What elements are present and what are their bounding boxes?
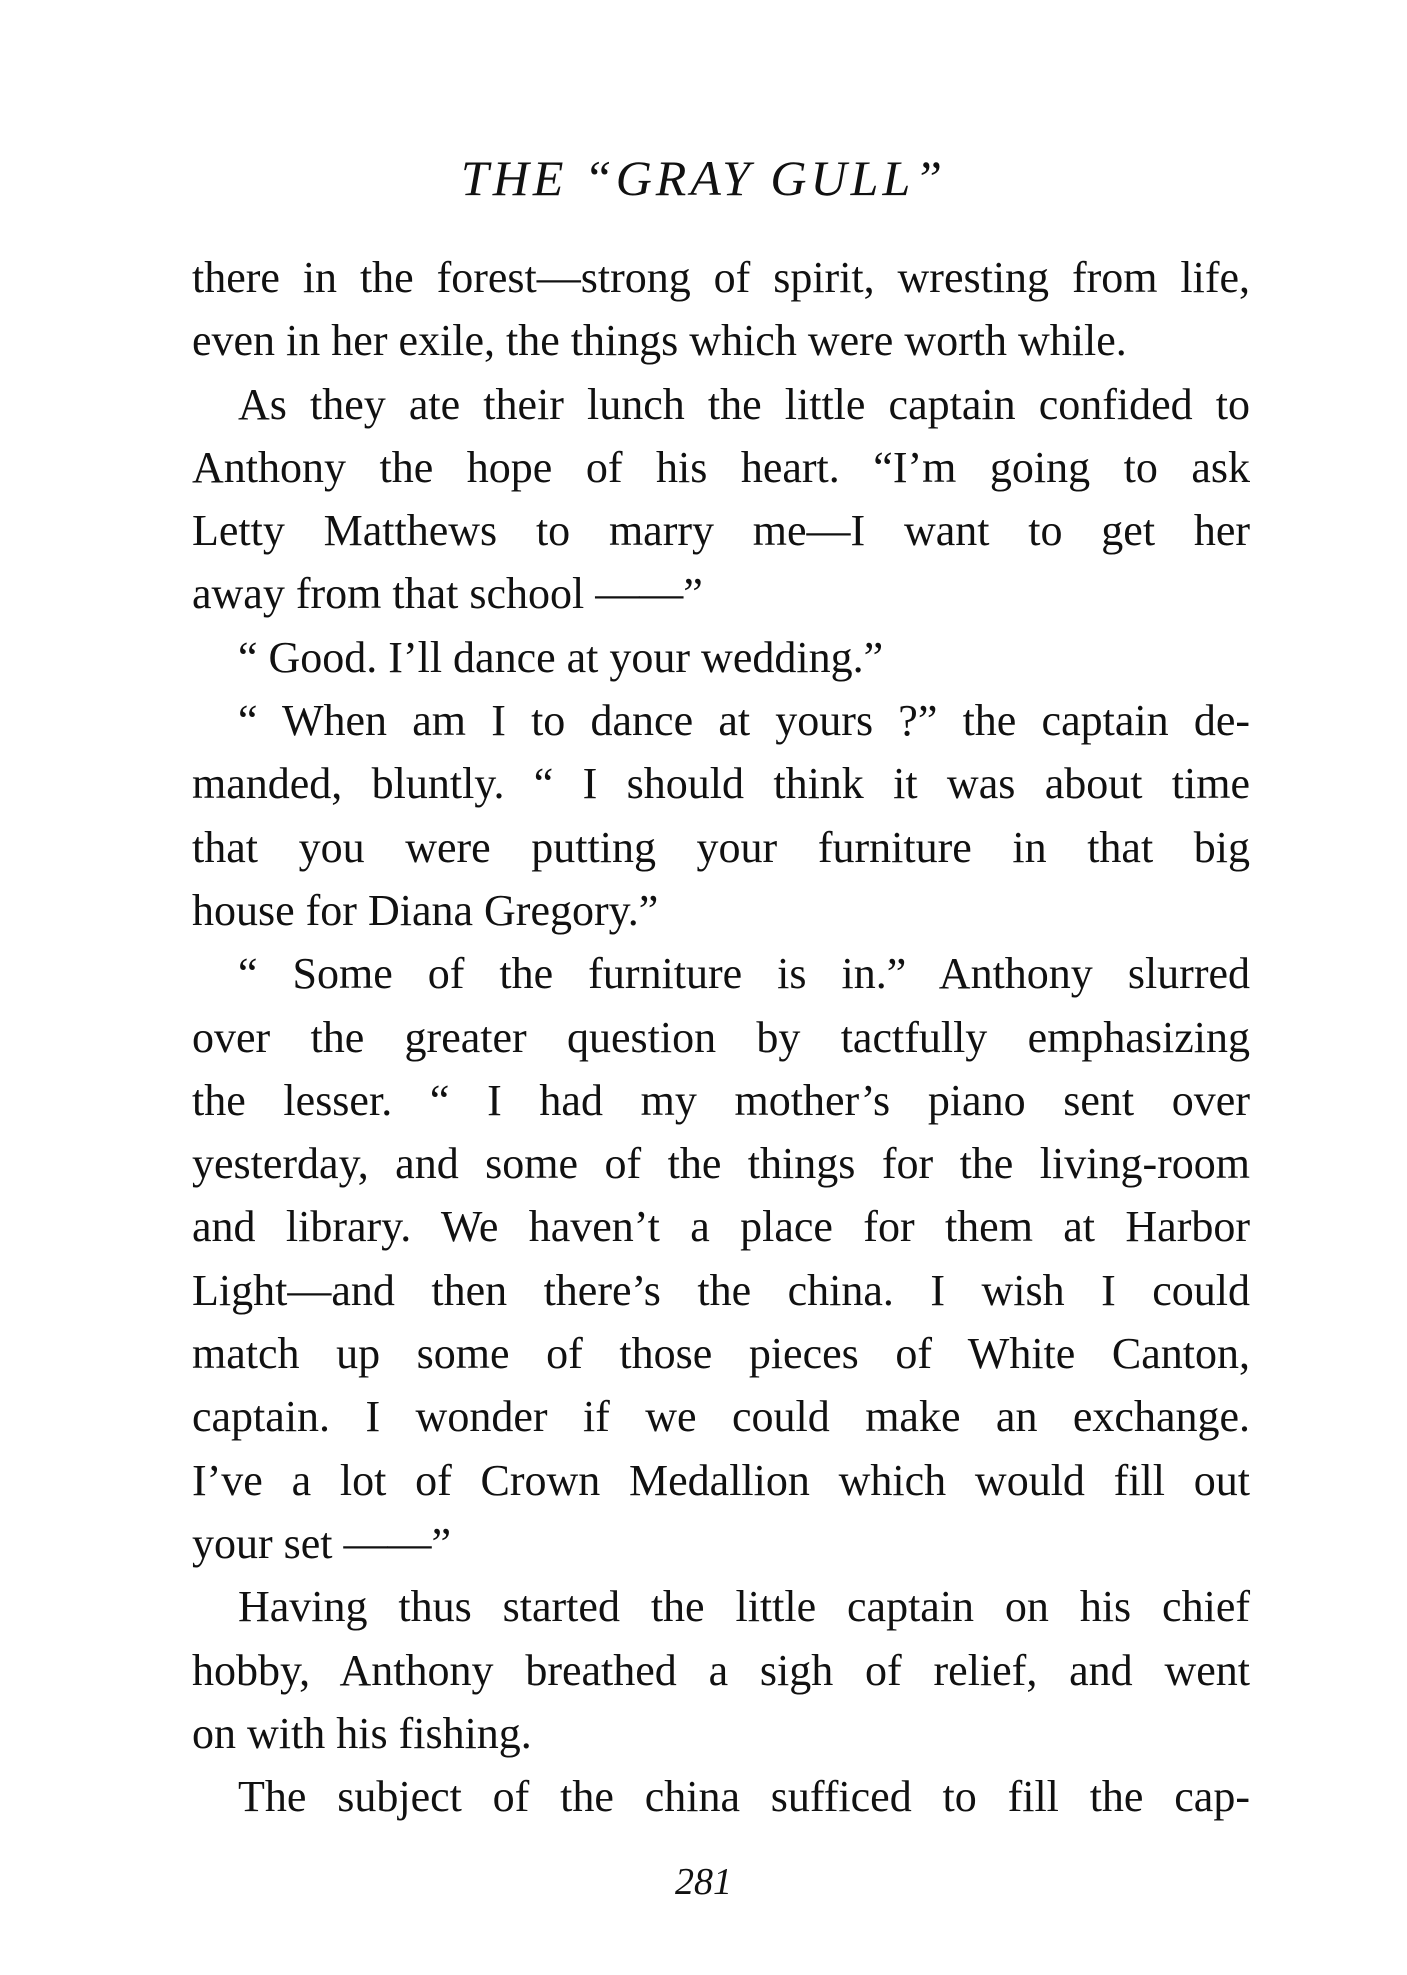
text-line: The subject of the china sufficed to fill the cap- <box>238 1772 1250 1822</box>
running-head: THE “GRAY GULL” <box>460 150 947 206</box>
paragraph <box>192 1575 1250 1765</box>
text-line: match up some of those pieces of White Canton, <box>192 1329 1250 1379</box>
text-line: “ Good. I’ll dance at your wedding.” <box>238 632 884 682</box>
paragraph <box>192 246 1250 373</box>
paragraph <box>192 1765 1250 1828</box>
text-line: As they ate their lunch the little captain confided to <box>238 379 1250 429</box>
paragraph <box>192 373 1250 626</box>
text-line: “ Some of the furniture is in.” Anthony slurred <box>238 949 1250 999</box>
text-line: “ When am I to dance at yours ?” the captain de- <box>238 696 1250 746</box>
text-line: Letty Matthews to marry me—I want to get her <box>192 506 1250 556</box>
text-line: captain. I wonder if we could make an exchange. <box>192 1392 1250 1442</box>
text-line: your set ——” <box>192 1518 452 1568</box>
text-line: Having thus started the little captain on his chief <box>238 1582 1250 1632</box>
body-text <box>192 246 1250 1828</box>
paragraph <box>192 626 1250 689</box>
page-number: 281 <box>675 1861 732 1903</box>
text-line: and library. We haven’t a place for them at Harbor <box>192 1202 1250 1252</box>
text-line: house for Diana Gregory.” <box>192 885 659 935</box>
text-line: there in the forest—strong of spirit, wresting from life, <box>192 253 1250 302</box>
text-line: away from that school ——” <box>192 569 703 619</box>
text-line: I’ve a lot of Crown Medallion which would fill out <box>192 1455 1250 1505</box>
text-line: even in her exile, the things which were worth while. <box>192 316 1127 366</box>
text-line: yesterday, and some of the things for the living-room <box>192 1139 1250 1189</box>
paragraph <box>192 689 1250 942</box>
text-line: Light—and then there’s the china. I wish I could <box>192 1265 1250 1315</box>
text-line: Anthony the hope of his heart. “I’m going to ask <box>192 442 1250 492</box>
text-line: the lesser. “ I had my mother’s piano sent over <box>192 1075 1250 1125</box>
text-line: hobby, Anthony breathed a sigh of relief, and went <box>192 1645 1250 1695</box>
text-line: that you were putting your furniture in that big <box>192 822 1250 872</box>
text-line: over the greater question by tactfully emphasizing <box>192 1012 1250 1062</box>
text-line: manded, bluntly. “ I should think it was about time <box>192 759 1250 809</box>
text-line: on with his fishing. <box>192 1708 532 1758</box>
paragraph <box>192 942 1250 1575</box>
